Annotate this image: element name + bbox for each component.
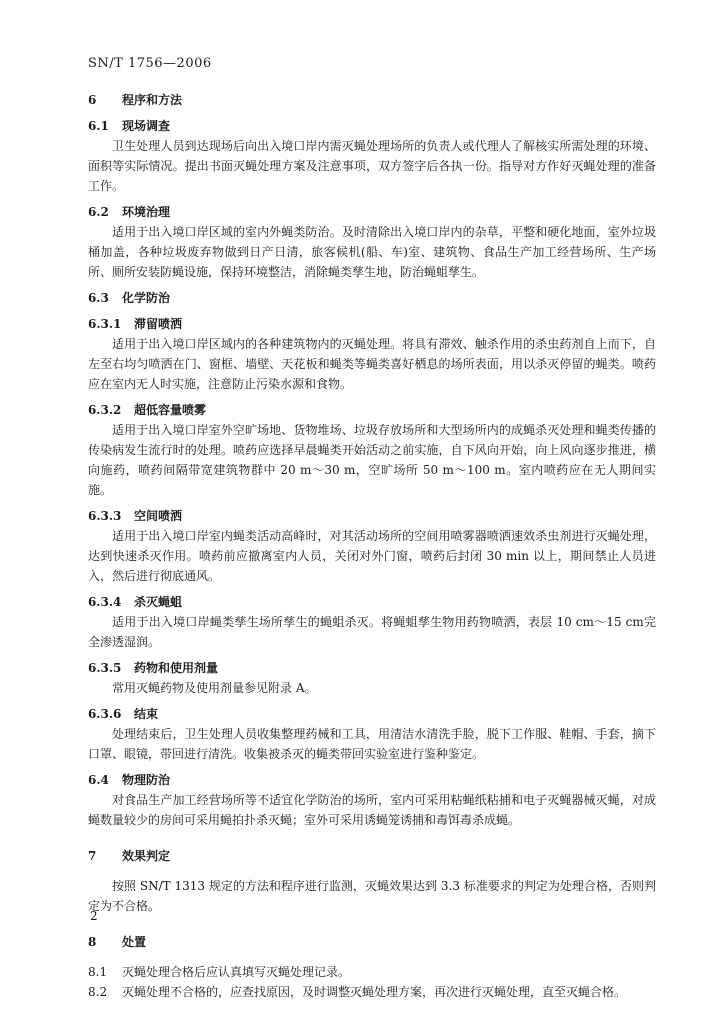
section-number: 6.3.4: [88, 595, 122, 609]
section-6-heading: [88, 90, 656, 110]
section-6-3-2-heading: [88, 400, 656, 420]
section-6-3-4-text: 适用于出入境口岸蝇类孳生场所孳生的蝇蛆杀灭。将蝇蛆孳生物用药物喷洒，表层 10 cm～15 cm完全渗透湿润。: [88, 615, 656, 649]
section-title: 杀灭蝇蛆: [134, 595, 183, 609]
section-6-3-6-heading: [88, 704, 656, 724]
section-6-3-6-text: 处理结束后，卫生处理人员收集整理药械和工具，用清洁水清洗手脸，脱下工作服、鞋帽、手套，摘下口罩、眼镜，带回进行清洗。收集被杀灭的蝇类带回实验室进行鉴种鉴定。: [88, 727, 656, 761]
section-7-text: 按照 SN/T 1313 规定的方法和程序进行监测，灭蝇效果达到 3.3 标准要求的判定为处理合格，否则判定为不合格。: [88, 879, 656, 913]
section-title: 超低容量喷雾: [134, 403, 207, 417]
section-title: 化学防治: [122, 291, 171, 305]
section-6-3-heading: [88, 288, 656, 308]
item-text: 灭蝇处理合格后应认真填写灭蝇处理记录。: [122, 965, 351, 979]
section-6-1-text: 卫生处理人员到达现场后向出入境口岸内需灭蝇处理场所的负责人或代理人了解核实所需处理的环境、面积等实际情况。提出书面灭蝇处理方案及注意事项，双方签字后各执一份。指导对方作好灭蝇处理的准备工作。: [88, 139, 656, 193]
section-number: 6.3.3: [88, 509, 122, 523]
section-6-3-3-heading: [88, 506, 656, 526]
section-title: 结束: [134, 707, 159, 721]
document-body: [88, 90, 656, 1002]
section-8-2: [88, 982, 656, 1002]
page-number: 2: [90, 909, 98, 923]
section-6-1-heading: [88, 116, 656, 136]
section-number: 6.3.2: [88, 403, 122, 417]
section-6-3-3-text: 适用于出入境口岸室内蝇类活动高峰时，对其活动场所的空间用喷雾器喷洒速效杀虫剂进行灭蝇处理，达到快速杀灭作用。喷药前应撤离室内人员，关闭对外门窗，喷药后封闭 30 min 以上，期间禁止人员进入，然后进行彻底通风。: [88, 529, 656, 583]
section-number: 6.4: [88, 773, 109, 787]
section-number: 6.3.5: [88, 661, 122, 675]
section-6-3-2-text: 适用于出入境口岸室外空旷场地、货物堆场、垃圾存放场所和大型场所内的成蝇杀灭处理和蝇类传播的传染病发生流行时的处理。喷药应选择早晨蝇类开始活动之前实施，自下风向开始，向上风向逐步推进，横向施药，喷药间隔带宽建筑物群中 20 m～30 m，空旷场所 50 m～100 m。室内喷药应在无人期间实施。: [88, 423, 656, 497]
section-number: 6: [88, 93, 97, 107]
section-number: 7: [88, 849, 97, 863]
section-title: 环境治理: [122, 205, 171, 219]
section-title: 效果判定: [122, 849, 171, 863]
section-title: 程序和方法: [122, 93, 183, 107]
section-number: 6.3.6: [88, 707, 122, 721]
section-title: 药物和使用剂量: [134, 661, 219, 675]
section-6-2-text: 适用于出入境口岸区域的室内外蝇类防治。及时清除出入境口岸内的杂草，平整和硬化地面，室外垃圾桶加盖，各种垃圾废弃物做到日产日清，旅客候机(船、车)室、建筑物、食品生产加工经营场所、生产场所、厕所安装防蝇设施，保持环境整洁，消除蝇类孳生地，防治蝇蛆孳生。: [88, 225, 656, 279]
section-6-3-1-heading: [88, 314, 656, 334]
section-6-3-5-heading: [88, 658, 656, 678]
section-7-heading: [88, 846, 656, 866]
item-text: 灭蝇处理不合格的，应查找原因，及时调整灭蝇处理方案，再次进行灭蝇处理，直至灭蝇合格。: [122, 985, 627, 999]
section-number: 6.3.1: [88, 317, 122, 331]
section-title: 处置: [122, 935, 147, 949]
section-8-heading: [88, 932, 656, 952]
section-title: 现场调查: [122, 119, 171, 133]
item-number: 8.1: [88, 965, 108, 979]
section-6-2-heading: [88, 202, 656, 222]
section-6-3-1-text: 适用于出入境口岸区域内的各种建筑物内的灭蝇处理。将具有滞效、触杀作用的杀虫药剂自上而下，自左至右均匀喷洒在门、窗框、墙壁、天花板和蝇类等蝇类喜好栖息的场所表面，用以杀灭停留的蝇类。喷药应在室内无人时实施，注意防止污染水源和食物。: [88, 337, 656, 391]
standard-code: SN/T 1756—2006: [88, 56, 212, 71]
section-number: 6.3: [88, 291, 109, 305]
section-title: 物理防治: [122, 773, 171, 787]
item-number: 8.2: [88, 985, 108, 999]
section-number: 6.2: [88, 205, 109, 219]
section-number: 6.1: [88, 119, 109, 133]
section-number: 8: [88, 935, 97, 949]
section-6-4-text: 对食品生产加工经营场所等不适宜化学防治的场所，室内可采用粘蝇纸粘捕和电子灭蝇器械灭蝇，对成蝇数量较少的房间可采用蝇拍扑杀灭蝇；室外可采用诱蝇笼诱捕和毒饵毒杀成蝇。: [88, 793, 656, 827]
section-6-4-heading: [88, 770, 656, 790]
section-6-3-5-text: 常用灭蝇药物及使用剂量参见附录 A。: [112, 681, 317, 695]
section-8-1: [88, 962, 656, 982]
section-title: 空间喷洒: [134, 509, 183, 523]
section-6-3-4-heading: [88, 592, 656, 612]
section-title: 滞留喷洒: [134, 317, 183, 331]
